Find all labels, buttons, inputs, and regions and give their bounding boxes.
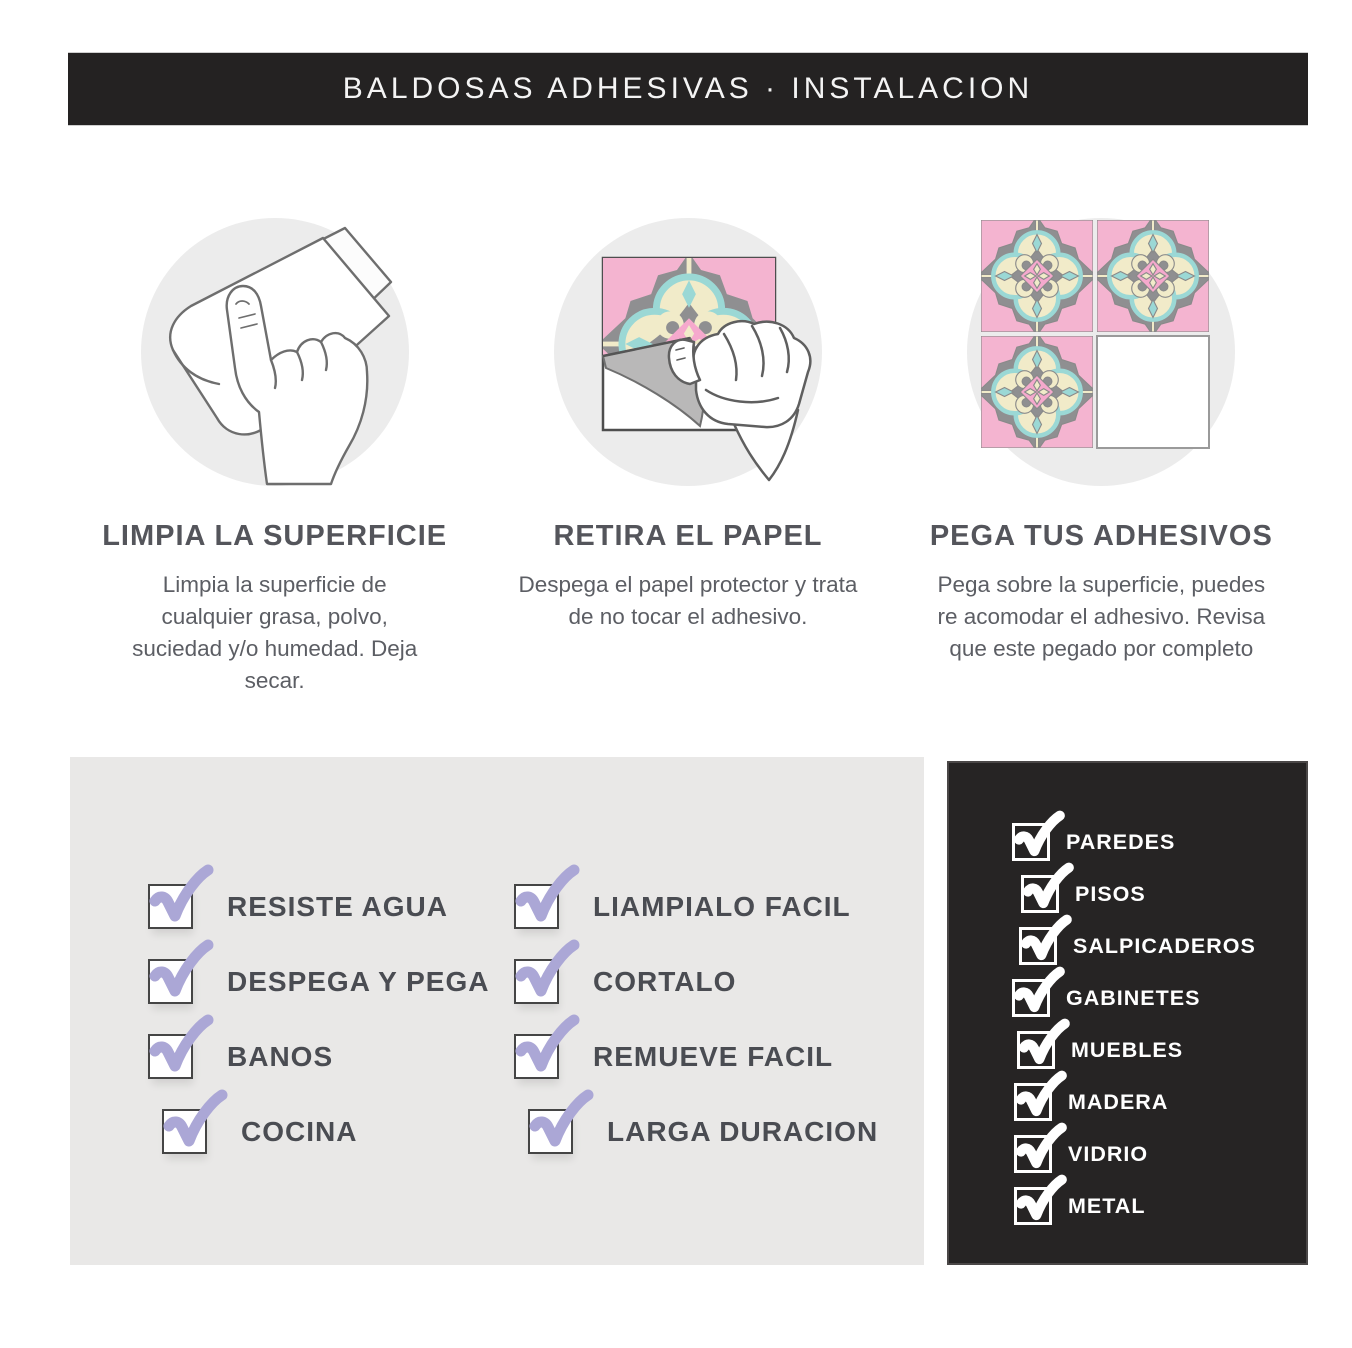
checkbox-checked-icon: [1014, 1135, 1052, 1173]
feature-item: [514, 882, 878, 931]
features-column-right: [514, 882, 878, 1182]
checkbox-checked-icon: [148, 884, 193, 929]
check-item-label: MUEBLES: [1071, 1037, 1184, 1062]
surfaces-panel: [947, 761, 1308, 1265]
page-title: BALDOSAS ADHESIVAS · INSTALACION: [342, 72, 1034, 105]
surface-item: [1012, 976, 1256, 1020]
checkbox-checked-icon: [1014, 1083, 1052, 1121]
surface-item: [1012, 820, 1256, 864]
step-description: Despega el papel protector y trata de no tocar el adhesivo.: [518, 572, 858, 629]
installation-steps: [68, 218, 1308, 697]
tile-grid-illustration: [967, 218, 1235, 486]
checkbox-checked-icon: [1012, 823, 1050, 861]
step-title: LIMPIA LA SUPERFICIE: [102, 520, 448, 552]
check-item-label: REMUEVE FACIL: [593, 1040, 834, 1072]
check-item-label: METAL: [1068, 1193, 1146, 1218]
check-item-label: PISOS: [1075, 881, 1146, 906]
features-panel: [70, 757, 924, 1265]
checkbox-checked-icon: [528, 1109, 573, 1154]
check-item-label: MADERA: [1068, 1089, 1169, 1114]
checkbox-checked-icon: [514, 884, 559, 929]
checkbox-checked-icon: [1014, 1187, 1052, 1225]
feature-item: [514, 1032, 878, 1081]
feature-item: [514, 957, 878, 1006]
check-item-label: LIAMPIALO FACIL: [593, 890, 851, 922]
surface-item: [1017, 1028, 1256, 1072]
check-item-label: SALPICADEROS: [1073, 933, 1256, 958]
surface-item: [1014, 1132, 1256, 1176]
step-apply-adhesives: [895, 218, 1308, 697]
peel-backing-paper-illustration: [548, 234, 848, 534]
checkbox-checked-icon: [148, 1034, 193, 1079]
surface-item: [1014, 1080, 1256, 1124]
step-illustration-wrap: [967, 218, 1235, 486]
step-remove-paper: [481, 218, 894, 697]
checkbox-checked-icon: [514, 959, 559, 1004]
feature-item: [148, 957, 489, 1006]
step-title: RETIRA EL PAPEL: [553, 520, 823, 552]
step-clean-surface: [68, 218, 481, 697]
check-item-label: GABINETES: [1066, 985, 1201, 1010]
check-item-label: VIDRIO: [1068, 1141, 1149, 1166]
checkbox-checked-icon: [1019, 927, 1057, 965]
check-item-label: BANOS: [227, 1040, 334, 1072]
features-column-left: [148, 882, 489, 1182]
step-title: PEGA TUS ADHESIVOS: [929, 520, 1273, 552]
check-item-label: RESISTE AGUA: [227, 890, 448, 922]
checkbox-checked-icon: [1021, 875, 1059, 913]
surface-item: [1021, 872, 1256, 916]
step-illustration-wrap: [554, 218, 822, 486]
checkbox-checked-icon: [1017, 1031, 1055, 1069]
feature-item: [528, 1107, 878, 1156]
surfaces-list: [1012, 820, 1256, 1236]
check-item-label: DESPEGA Y PEGA: [227, 965, 490, 997]
surface-item: [1014, 1184, 1256, 1228]
checkbox-checked-icon: [148, 959, 193, 1004]
feature-item: [162, 1107, 489, 1156]
surface-item: [1019, 924, 1256, 968]
step-description: Pega sobre la superficie, puedes re acomodar el adhesivo. Revisa que este pegado por completo: [937, 572, 1266, 661]
feature-item: [148, 1032, 489, 1081]
check-item-label: PAREDES: [1066, 829, 1176, 854]
checkbox-checked-icon: [1012, 979, 1050, 1017]
check-item-label: COCINA: [241, 1115, 358, 1147]
feature-item: [148, 882, 489, 931]
checkbox-checked-icon: [514, 1034, 559, 1079]
title-banner: [68, 53, 1308, 125]
hand-wiping-cloth-illustration: [139, 212, 411, 484]
check-item-label: LARGA DURACION: [607, 1115, 879, 1147]
step-illustration-wrap: [141, 218, 409, 486]
checkbox-checked-icon: [162, 1109, 207, 1154]
step-description: Limpia la superficie de cualquier grasa, polvo, suciedad y/o humedad. Deja secar.: [132, 572, 418, 693]
check-item-label: CORTALO: [593, 965, 737, 997]
